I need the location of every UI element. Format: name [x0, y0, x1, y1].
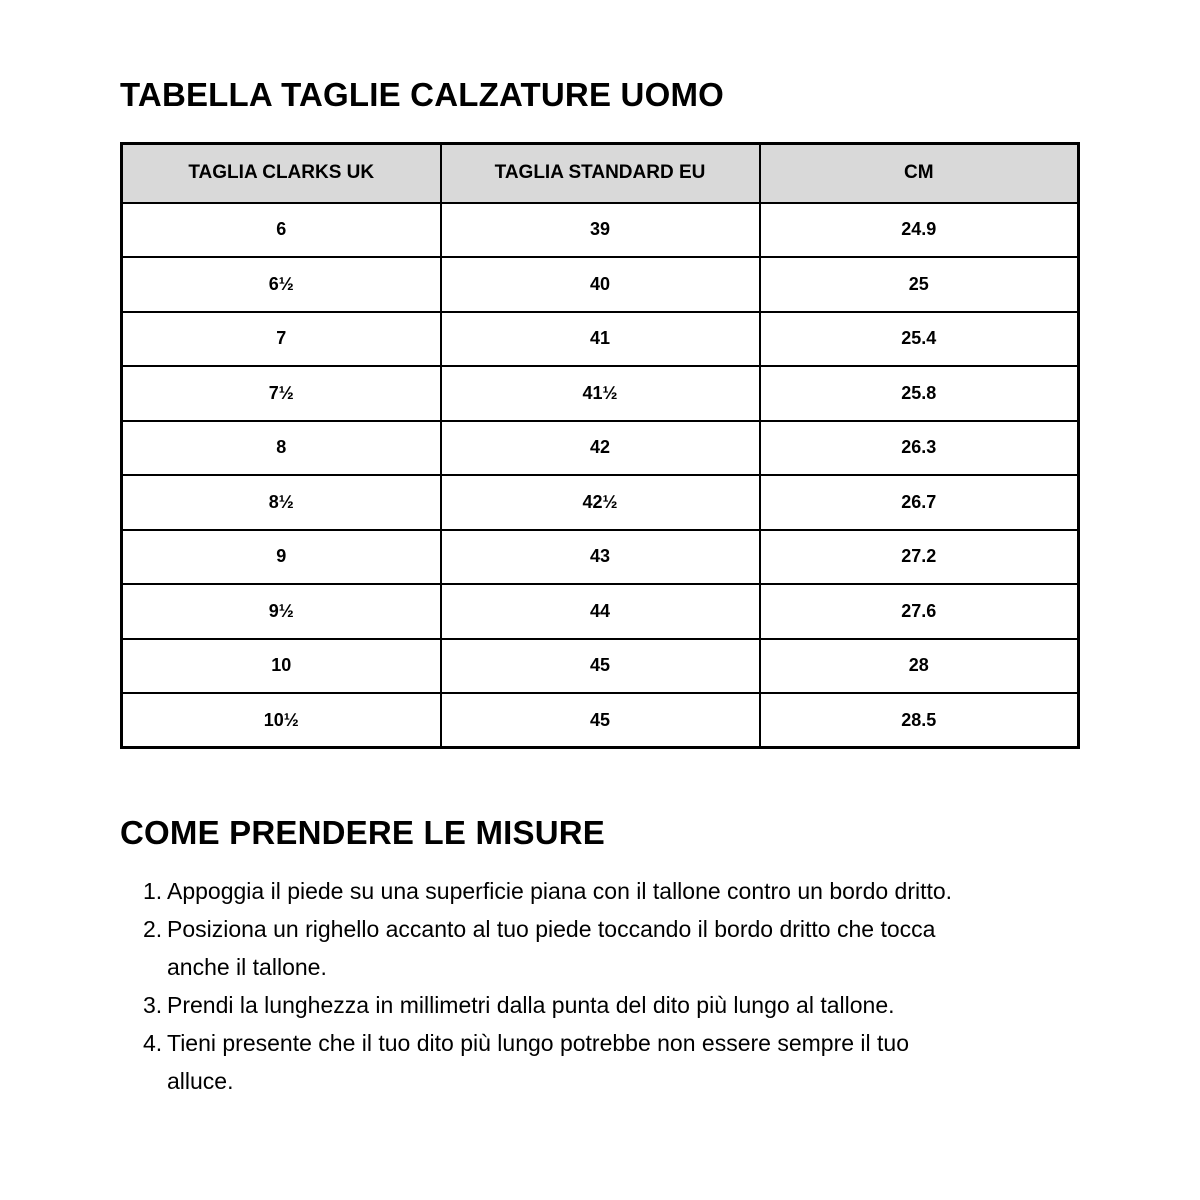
size-cell-eu: 44	[441, 584, 760, 639]
size-cell-eu: 40	[441, 257, 760, 312]
list-item-number: 2.	[143, 916, 163, 942]
list-item-line: alluce.	[167, 1068, 234, 1094]
column-header-eu: TAGLIA STANDARD EU	[441, 144, 760, 203]
size-table-body	[122, 203, 1079, 748]
size-cell-uk: 10½	[122, 693, 441, 748]
page-title: TABELLA TAGLIE CALZATURE UOMO	[120, 76, 725, 113]
list-item-text	[167, 910, 1093, 986]
instructions-list	[143, 872, 1093, 1100]
size-cell-eu: 41½	[441, 366, 760, 421]
size-cell-cm: 26.7	[760, 475, 1079, 530]
size-cell-cm: 25	[760, 257, 1079, 312]
size-cell-cm: 27.2	[760, 530, 1079, 585]
size-cell-uk: 8½	[122, 475, 441, 530]
table-row	[122, 693, 1079, 748]
size-cell-uk: 9	[122, 530, 441, 585]
size-cell-eu: 42	[441, 421, 760, 476]
size-cell-uk: 7	[122, 312, 441, 367]
size-cell-cm: 28.5	[760, 693, 1079, 748]
list-item-text	[167, 986, 1093, 1024]
table-row	[122, 475, 1079, 530]
list-item	[143, 910, 1093, 986]
list-item	[143, 1024, 1093, 1100]
section-heading: COME PRENDERE LE MISURE	[120, 814, 605, 851]
list-item-text	[167, 872, 1093, 910]
size-cell-cm: 26.3	[760, 421, 1079, 476]
size-cell-eu: 39	[441, 203, 760, 258]
list-item-line: Posiziona un righello accanto al tuo piede toccando il bordo dritto che tocca	[167, 916, 936, 942]
list-item	[143, 872, 1093, 910]
size-cell-uk: 10	[122, 639, 441, 694]
list-item-line: anche il tallone.	[167, 954, 327, 980]
table-row	[122, 366, 1079, 421]
size-cell-eu: 45	[441, 639, 760, 694]
size-cell-eu: 45	[441, 693, 760, 748]
column-header-cm: CM	[760, 144, 1079, 203]
list-item-number: 1.	[143, 878, 163, 904]
size-cell-eu: 41	[441, 312, 760, 367]
list-item	[143, 986, 1093, 1024]
size-cell-uk: 7½	[122, 366, 441, 421]
header-row	[122, 144, 1079, 203]
table-row	[122, 203, 1079, 258]
list-item-number: 4.	[143, 1030, 163, 1056]
size-cell-cm: 25.4	[760, 312, 1079, 367]
list-item-line: Appoggia il piede su una superficie piana con il tallone contro un bordo dritto.	[167, 878, 953, 904]
list-item-number: 3.	[143, 992, 163, 1018]
size-cell-cm: 25.8	[760, 366, 1079, 421]
list-item-text	[167, 1024, 1093, 1100]
size-cell-uk: 6	[122, 203, 441, 258]
size-cell-eu: 42½	[441, 475, 760, 530]
table-row	[122, 639, 1079, 694]
table-row	[122, 530, 1079, 585]
table-row	[122, 257, 1079, 312]
size-cell-cm: 27.6	[760, 584, 1079, 639]
table-row	[122, 584, 1079, 639]
size-cell-uk: 6½	[122, 257, 441, 312]
table-row	[122, 421, 1079, 476]
size-table	[120, 142, 1080, 749]
table-row	[122, 312, 1079, 367]
size-table-header	[122, 144, 1079, 203]
size-cell-uk: 8	[122, 421, 441, 476]
list-item-line: Tieni presente che il tuo dito più lungo potrebbe non essere sempre il tuo	[167, 1030, 909, 1056]
size-cell-eu: 43	[441, 530, 760, 585]
size-cell-cm: 24.9	[760, 203, 1079, 258]
list-item-line: Prendi la lunghezza in millimetri dalla punta del dito più lungo al tallone.	[167, 992, 895, 1018]
size-cell-cm: 28	[760, 639, 1079, 694]
size-cell-uk: 9½	[122, 584, 441, 639]
column-header-uk: TAGLIA CLARKS UK	[122, 144, 441, 203]
